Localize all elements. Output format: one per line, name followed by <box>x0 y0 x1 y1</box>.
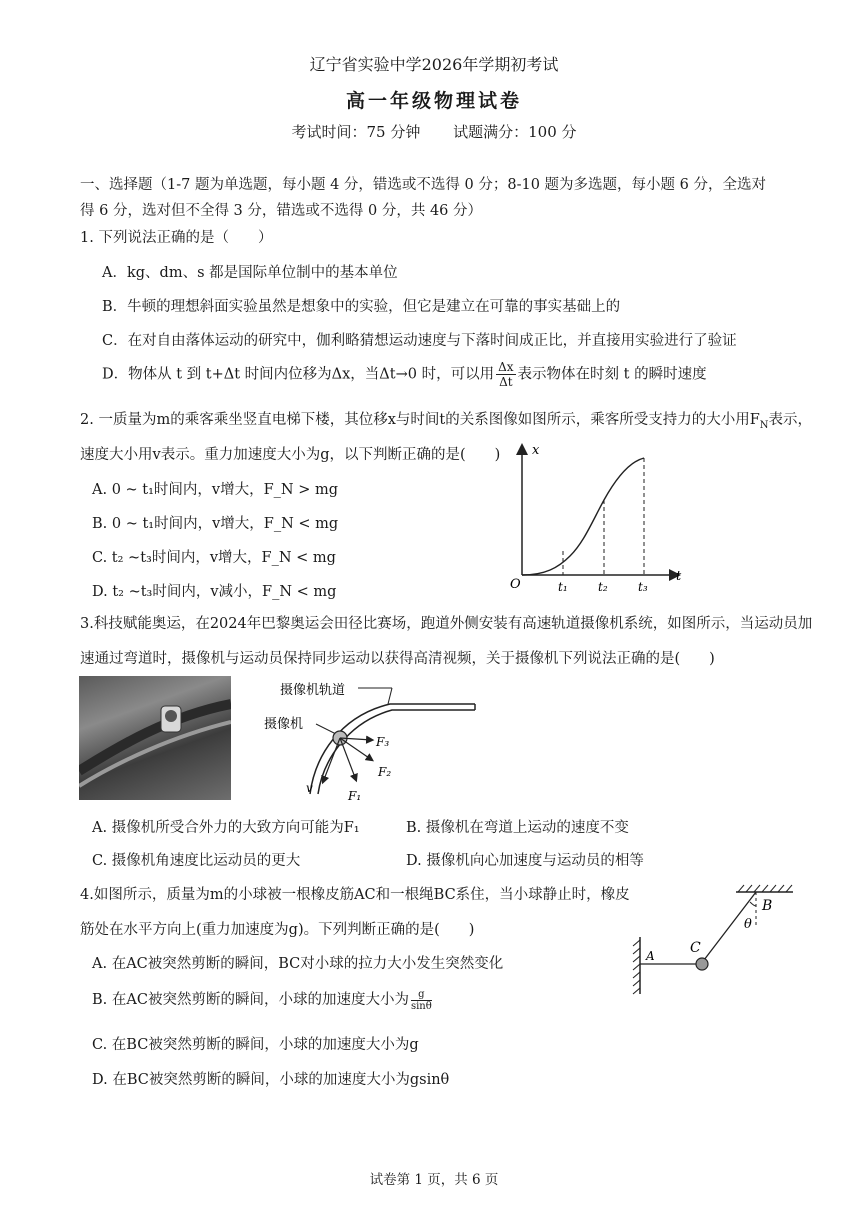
q2-x-label: t <box>676 569 682 584</box>
q1-option-d-post: 表示物体在时刻 t 的瞬时速度 <box>517 366 707 383</box>
q2-line2: 速度大小用v表示。重力加速度大小为g，以下判断正确的是( ) <box>80 447 501 463</box>
q4-line2: 筋处在水平方向上(重力加速度为g)。下列判断正确的是( ) <box>80 922 475 938</box>
q3-line2: 速通过弯道时，摄像机与运动员保持同步运动以获得高清视频，关于摄像机下列说法正确的是( ) <box>80 651 715 667</box>
q3-camera-photo <box>79 676 231 800</box>
q2-line1 <box>80 408 812 431</box>
q3-track-inner <box>310 704 475 794</box>
q3-option-d: D. 摄像机向心加速度与运动员的相等 <box>406 853 644 869</box>
q2-t2-label: t₂ <box>598 580 608 594</box>
q3-track-label: 摄像机轨道 <box>280 683 346 698</box>
q1-option-b: B．牛顿的理想斜面实验虽然是想象中的实验，但它是建立在可靠的事实基础上的 <box>102 299 621 315</box>
exam-subject-title: 高一年级物理试卷 <box>345 90 522 112</box>
q1-option-d-pre: D．物体从 t 到 t+Δt 时间内位移为Δx，当Δt→0 时，可以用 <box>102 366 495 383</box>
q1-option-c: C．在对自由落体运动的研究中，伽利略猜想运动速度与下落时间成正比，并直接用实验进行了验证 <box>102 333 737 349</box>
exam-school-title: 辽宁省实验中学2026年学期初考试 <box>309 55 559 74</box>
q3-line1: 3.科技赋能奥运，在2024年巴黎奥运会田径比赛场，跑道外侧安装有高速轨道摄像机系统，如图所示，当运动员加 <box>80 616 813 632</box>
q4-diagram <box>628 882 798 997</box>
q2-line1-text: 2. 一质量为m的乘客乘坐竖直电梯下楼，其位移x与时间t的关系图像如图所示，乘客所受支持力的大小用F <box>80 412 760 428</box>
q4-option-b <box>92 988 434 1012</box>
q1-stem: 1. 下列说法正确的是（ ） <box>80 230 273 246</box>
q4-wall-hatch <box>633 940 640 994</box>
q2-line1-sub: N <box>759 419 769 431</box>
q3-camera-leader <box>316 724 336 734</box>
q3-camera-label: 摄像机 <box>264 717 304 732</box>
q2-origin-label: O <box>510 577 521 592</box>
q3-force-diagram <box>260 676 485 806</box>
q2-option-b: B. 0 ~ t₁时间内，v增大，F_N < mg <box>92 516 339 532</box>
q3-f3-label: F₃ <box>376 735 390 749</box>
section-intro: 一、选择题（1-7 题为单选题，每小题 4 分，错选或不选得 0 分；8-10 题为多选题，每小题 6 分，全选对得 6 分，选对但不全得 3 分，错选或不选得 0 分，共 46 分） <box>80 177 766 219</box>
q1-fraction-num: Δx <box>498 360 514 374</box>
q3-f1-label: F₁ <box>348 789 362 803</box>
q3-velocity <box>323 738 340 782</box>
q2-option-d: D. t₂ ~t₃时间内，v减小，F_N < mg <box>92 584 337 600</box>
q2-option-a: A. 0 ~ t₁时间内，v增大，F_N > mg <box>92 482 339 498</box>
q4-label-theta: θ <box>744 917 752 932</box>
q4-fraction <box>411 989 432 1012</box>
q2-t1-label: t₁ <box>558 580 568 594</box>
q1-option-d <box>102 360 707 389</box>
page-footer: 试卷第 1 页，共 6 页 <box>369 1172 499 1188</box>
q2-option-c: C. t₂ ~t₃时间内，v增大，F_N < mg <box>92 550 336 566</box>
q4-angle-arc <box>750 902 756 906</box>
q4-option-a: A. 在AC被突然剪断的瞬间，BC对小球的拉力大小发生突然变化 <box>92 956 504 972</box>
q1-fraction-den: Δt <box>499 375 513 389</box>
q3-track-outer <box>318 710 475 794</box>
q4-line1: 4.如图所示，质量为m的小球被一根橡皮筋AC和一根绳BC系住，当小球静止时，橡皮 <box>80 887 630 903</box>
q4-label-c: C <box>690 940 701 956</box>
q2-line1-end: 表示， <box>768 412 813 428</box>
q1-option-a: A．kg、dm、s 都是国际单位制中的基本单位 <box>102 265 398 281</box>
q3-option-c: C. 摄像机角速度比运动员的更大 <box>92 853 301 869</box>
q4-label-b: B <box>762 898 773 914</box>
q3-option-a: A. 摄像机所受合外力的大致方向可能为F₁ <box>92 820 360 836</box>
q1-fraction <box>496 360 515 389</box>
q4-option-d: D. 在BC被突然剪断的瞬间，小球的加速度大小为gsinθ <box>92 1072 450 1088</box>
exam-score: 试题满分：100 分 <box>453 123 577 141</box>
q4-ball <box>696 958 708 970</box>
q3-photo-detail <box>79 676 231 800</box>
q3-force-f1 <box>340 738 356 780</box>
exam-info <box>0 121 868 142</box>
q4-fraction-num: g <box>411 989 432 1001</box>
q4-fraction-den: sinθ <box>410 1000 432 1012</box>
q2-xt-graph <box>500 438 690 598</box>
q2-y-label: x <box>532 443 540 458</box>
q4-label-a: A <box>646 949 655 963</box>
q4-option-c: C. 在BC被突然剪断的瞬间，小球的加速度大小为g <box>92 1037 419 1053</box>
q2-curve <box>522 458 644 575</box>
q3-f2-label: F₂ <box>378 765 392 779</box>
exam-time: 考试时间：75 分钟 <box>291 123 421 141</box>
q4-option-b-pre: B. 在AC被突然剪断的瞬间，小球的加速度大小为 <box>92 992 409 1008</box>
q3-v-label: v <box>306 781 313 795</box>
q4-ceiling-hatch <box>738 885 792 892</box>
q3-option-b: B. 摄像机在弯道上运动的速度不变 <box>406 820 629 836</box>
q2-t3-label: t₃ <box>638 580 648 594</box>
